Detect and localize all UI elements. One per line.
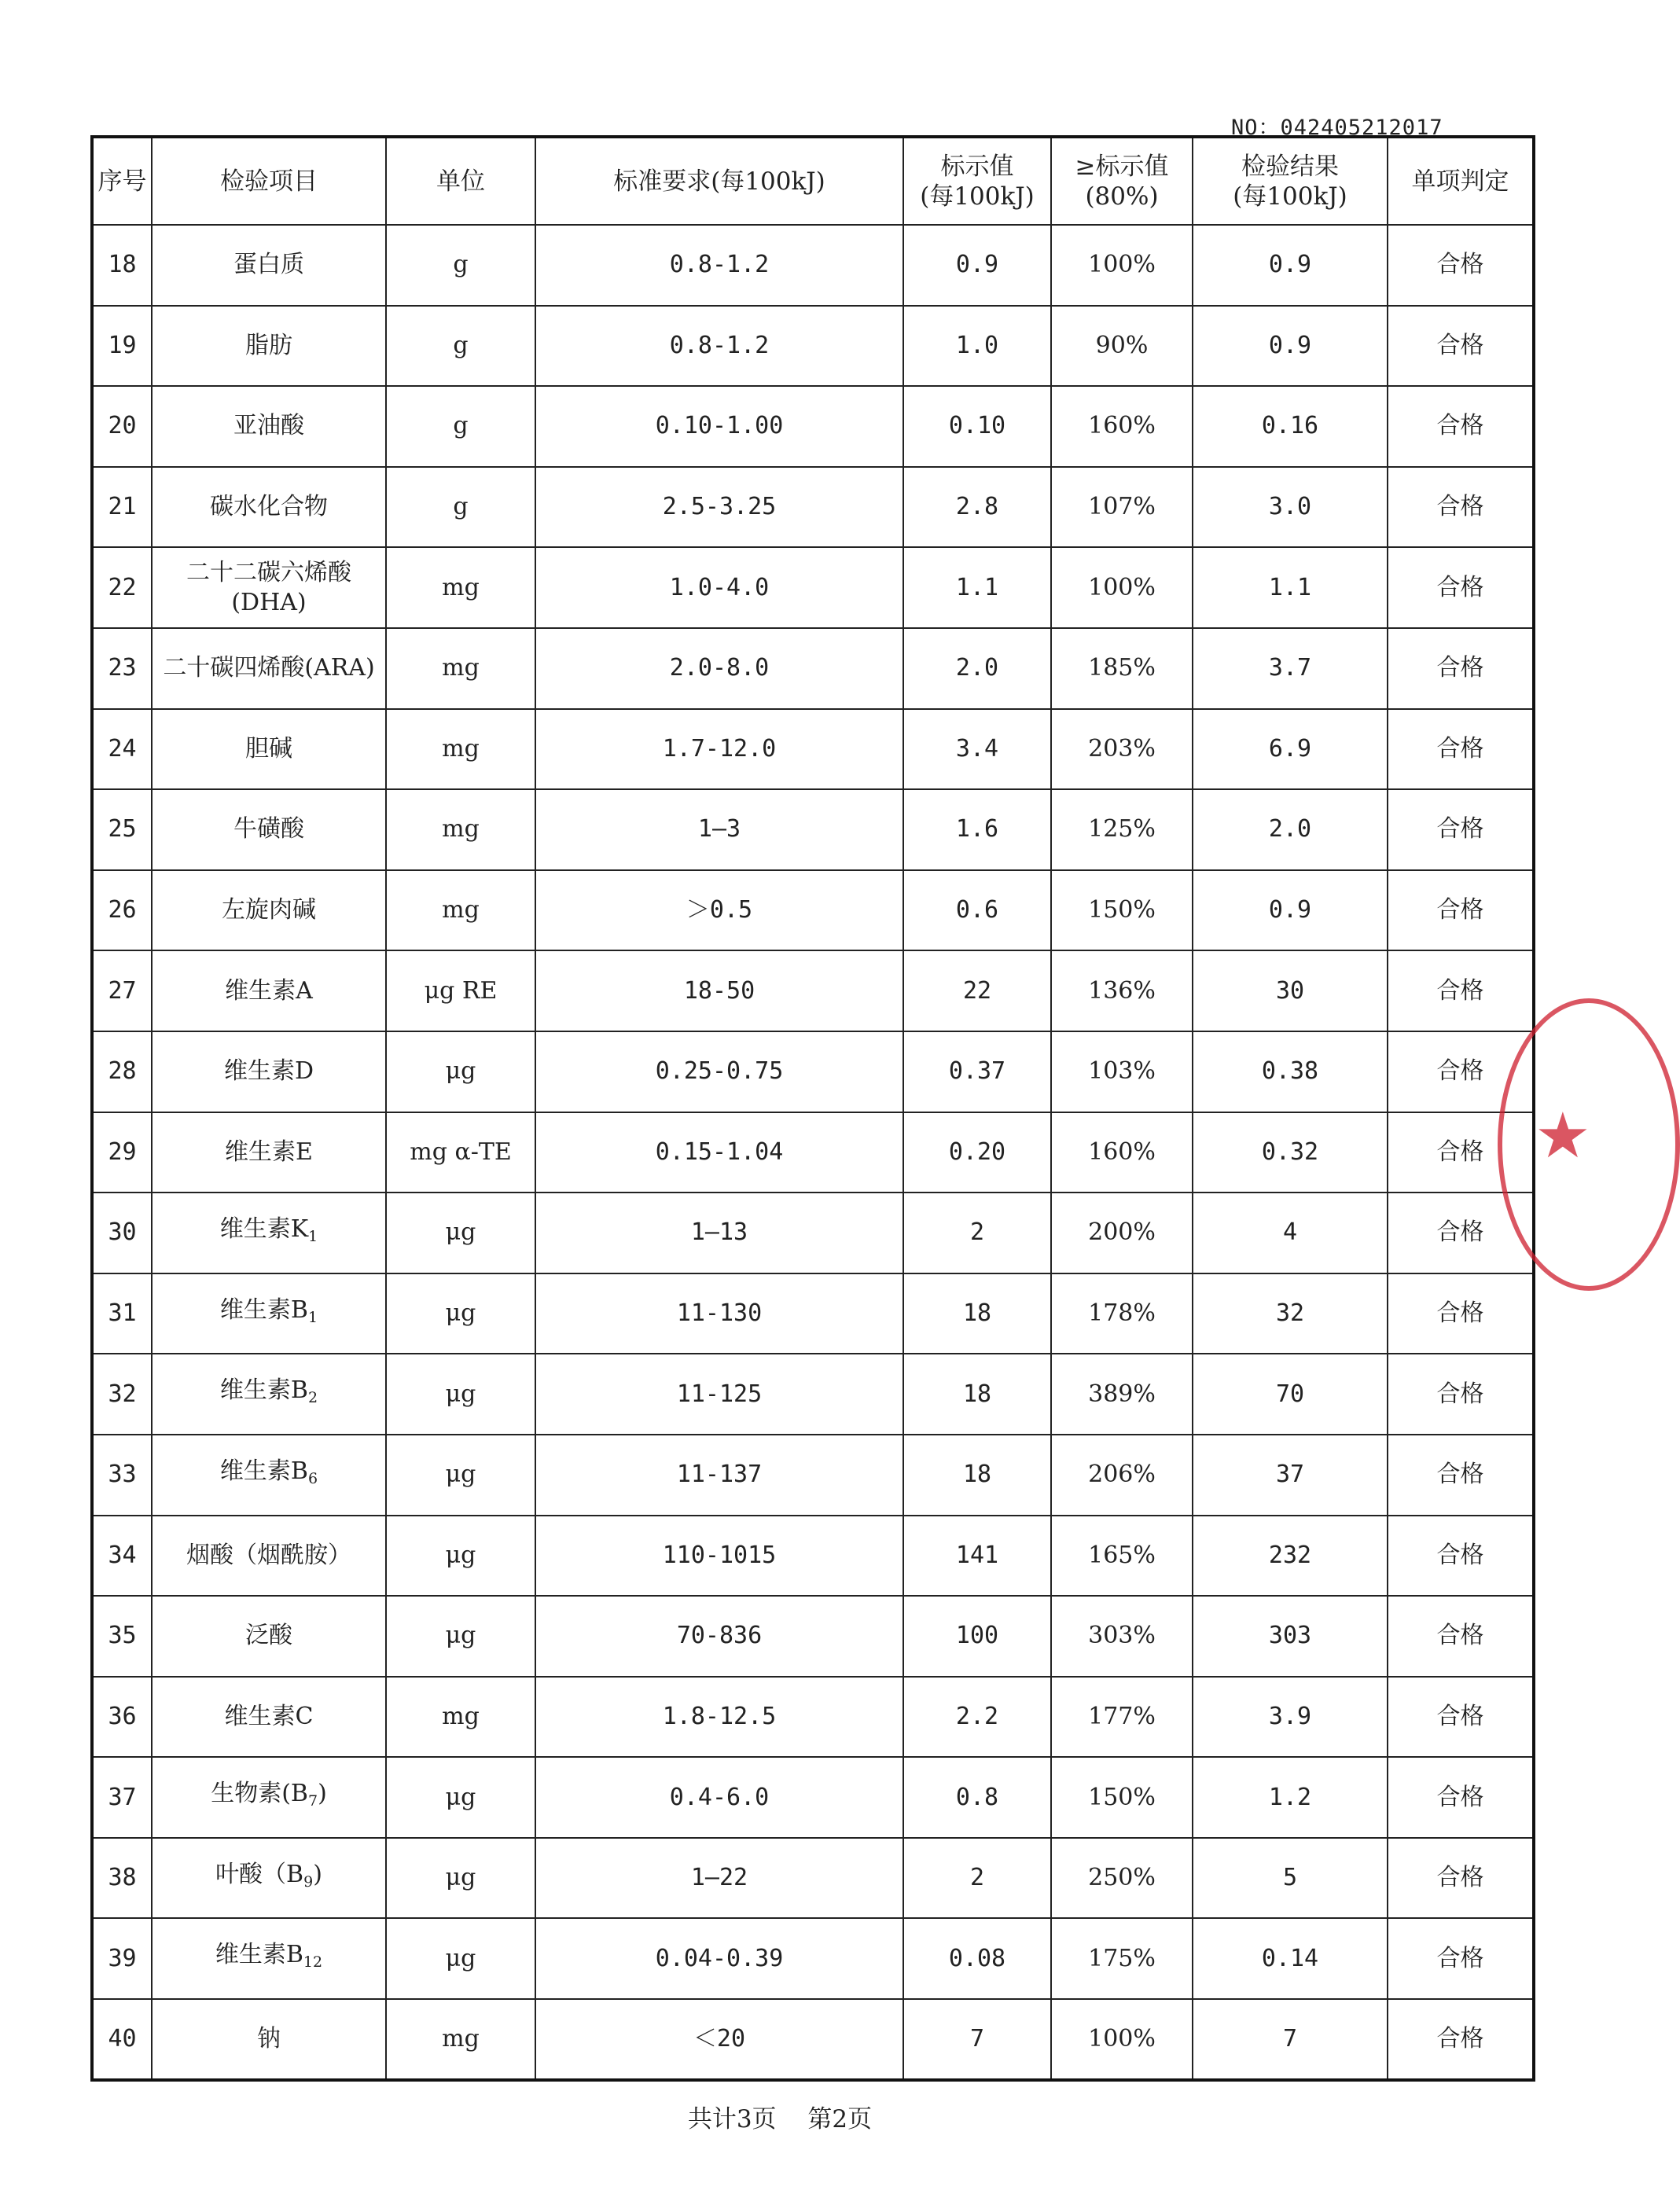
cell-judgement: 合格	[1388, 950, 1534, 1031]
table-row	[92, 628, 1534, 709]
cell-standard: 11-125	[535, 1354, 903, 1435]
cell-unit: μg	[386, 1596, 535, 1677]
table-row	[92, 1999, 1534, 2080]
item-name: 二十碳四烯酸(ARA)	[163, 654, 375, 682]
item-subscript: 12	[303, 1953, 323, 1972]
cell-seq: 28	[92, 1031, 152, 1112]
cell-unit: mg	[386, 709, 535, 790]
cell-item	[152, 1273, 386, 1354]
cell-unit: mg	[386, 547, 535, 628]
cell-labeled-value: 22	[903, 950, 1051, 1031]
seal-star-icon: ★	[1535, 1099, 1591, 1172]
cell-standard: 1.7-12.0	[535, 709, 903, 790]
item-name: 胆碱	[245, 734, 292, 763]
footer-current-page: 第2页	[807, 2105, 873, 2133]
item-name: 维生素B	[219, 1457, 308, 1485]
cell-item	[152, 225, 386, 306]
cell-ratio: 90%	[1051, 306, 1193, 387]
cell-standard: 0.04-0.39	[535, 1918, 903, 1999]
cell-unit: μg	[386, 1516, 535, 1597]
cell-standard: 0.4-6.0	[535, 1757, 903, 1838]
item-name: 维生素A	[225, 976, 313, 1005]
header-labeled-line1: 标示值	[940, 152, 1014, 181]
cell-judgement: 合格	[1388, 1112, 1534, 1193]
cell-standard: 2.5-3.25	[535, 467, 903, 548]
cell-result: 1.2	[1193, 1757, 1388, 1838]
cell-labeled-value: 18	[903, 1273, 1051, 1354]
cell-unit: g	[386, 386, 535, 467]
table-row	[92, 547, 1534, 628]
cell-labeled-value: 141	[903, 1516, 1051, 1597]
item-name-line2: (DHA)	[231, 588, 307, 616]
table-row	[92, 1354, 1534, 1435]
cell-seq: 21	[92, 467, 152, 548]
cell-seq: 36	[92, 1677, 152, 1758]
cell-result: 5	[1193, 1838, 1388, 1919]
cell-ratio: 125%	[1051, 789, 1193, 870]
cell-standard: 0.10-1.00	[535, 386, 903, 467]
cell-item	[152, 789, 386, 870]
page-footer	[0, 2099, 1560, 2134]
cell-judgement: 合格	[1388, 1516, 1534, 1597]
cell-ratio: 200%	[1051, 1193, 1193, 1273]
item-subscript: 1	[308, 1227, 318, 1245]
cell-result: 6.9	[1193, 709, 1388, 790]
cell-result: 1.1	[1193, 547, 1388, 628]
cell-unit: μg	[386, 1031, 535, 1112]
cell-seq: 35	[92, 1596, 152, 1677]
item-name: 维生素D	[223, 1057, 314, 1086]
cell-item	[152, 1677, 386, 1758]
cell-item	[152, 1918, 386, 1999]
cell-item	[152, 467, 386, 548]
cell-seq: 23	[92, 628, 152, 709]
cell-labeled-value: 0.8	[903, 1757, 1051, 1838]
cell-result: 0.16	[1193, 386, 1388, 467]
cell-item	[152, 1757, 386, 1838]
header-item: 检验项目	[152, 137, 386, 225]
cell-unit: mg	[386, 870, 535, 951]
cell-ratio: 250%	[1051, 1838, 1193, 1919]
header-ratio	[1051, 137, 1193, 225]
table-row	[92, 1516, 1534, 1597]
cell-ratio: 100%	[1051, 225, 1193, 306]
cell-judgement: 合格	[1388, 1031, 1534, 1112]
cell-judgement: 合格	[1388, 1193, 1534, 1273]
cell-labeled-value: 1.1	[903, 547, 1051, 628]
cell-ratio: 389%	[1051, 1354, 1193, 1435]
cell-judgement: 合格	[1388, 225, 1534, 306]
cell-ratio: 206%	[1051, 1435, 1193, 1516]
cell-labeled-value: 18	[903, 1435, 1051, 1516]
item-name: 维生素C	[224, 1702, 314, 1730]
table-row	[92, 950, 1534, 1031]
cell-labeled-value: 0.37	[903, 1031, 1051, 1112]
cell-seq: 22	[92, 547, 152, 628]
header-result	[1193, 137, 1388, 225]
cell-seq: 33	[92, 1435, 152, 1516]
cell-seq: 40	[92, 1999, 152, 2080]
cell-ratio: 107%	[1051, 467, 1193, 548]
cell-ratio: 103%	[1051, 1031, 1193, 1112]
cell-seq: 29	[92, 1112, 152, 1193]
cell-item	[152, 709, 386, 790]
cell-result: 0.9	[1193, 870, 1388, 951]
cell-labeled-value: 0.6	[903, 870, 1051, 951]
table-row	[92, 709, 1534, 790]
item-name: 脂肪	[245, 331, 292, 359]
table-row	[92, 870, 1534, 951]
cell-result: 0.32	[1193, 1112, 1388, 1193]
header-standard: 标准要求(每100kJ)	[535, 137, 903, 225]
cell-labeled-value: 7	[903, 1999, 1051, 2080]
cell-result: 32	[1193, 1273, 1388, 1354]
item-name: 左旋肉碱	[222, 896, 316, 924]
cell-ratio: 303%	[1051, 1596, 1193, 1677]
item-name: 维生素B	[219, 1376, 308, 1405]
item-name: 生物素(B	[211, 1780, 308, 1808]
cell-result: 7	[1193, 1999, 1388, 2080]
cell-result: 70	[1193, 1354, 1388, 1435]
cell-unit: μg	[386, 1193, 535, 1273]
cell-result: 232	[1193, 1516, 1388, 1597]
cell-judgement: 合格	[1388, 386, 1534, 467]
cell-labeled-value: 2	[903, 1193, 1051, 1273]
cell-labeled-value: 2.8	[903, 467, 1051, 548]
table-row	[92, 1435, 1534, 1516]
table-row	[92, 467, 1534, 548]
cell-ratio: 165%	[1051, 1516, 1193, 1597]
cell-item	[152, 306, 386, 387]
item-subscript: 2	[307, 1389, 318, 1407]
cell-seq: 26	[92, 870, 152, 951]
cell-judgement: 合格	[1388, 870, 1534, 951]
cell-ratio: 177%	[1051, 1677, 1193, 1758]
cell-seq: 37	[92, 1757, 152, 1838]
cell-ratio: 100%	[1051, 1999, 1193, 2080]
cell-judgement: 合格	[1388, 306, 1534, 387]
cell-judgement: 合格	[1388, 709, 1534, 790]
item-name: 维生素E	[225, 1137, 313, 1166]
cell-judgement: 合格	[1388, 467, 1534, 548]
cell-labeled-value: 2.0	[903, 628, 1051, 709]
cell-ratio: 136%	[1051, 950, 1193, 1031]
cell-standard: 11-137	[535, 1435, 903, 1516]
cell-judgement: 合格	[1388, 1918, 1534, 1999]
item-name: 维生素B	[215, 1941, 303, 1969]
cell-labeled-value: 2.2	[903, 1677, 1051, 1758]
cell-item	[152, 1435, 386, 1516]
header-unit: 单位	[386, 137, 535, 225]
cell-labeled-value: 100	[903, 1596, 1051, 1677]
cell-item	[152, 1516, 386, 1597]
cell-seq: 19	[92, 306, 152, 387]
table-body	[92, 225, 1534, 2080]
cell-standard: 1—13	[535, 1193, 903, 1273]
cell-seq: 39	[92, 1918, 152, 1999]
cell-result: 4	[1193, 1193, 1388, 1273]
table-row	[92, 1677, 1534, 1758]
cell-result: 0.9	[1193, 225, 1388, 306]
table-row	[92, 789, 1534, 870]
cell-unit: g	[386, 306, 535, 387]
cell-judgement: 合格	[1388, 1354, 1534, 1435]
cell-result: 0.14	[1193, 1918, 1388, 1999]
cell-result: 3.7	[1193, 628, 1388, 709]
cell-standard: 70-836	[535, 1596, 903, 1677]
item-suffix: )	[318, 1780, 327, 1808]
report-number: NO：042405212017	[1231, 116, 1443, 140]
header-seq: 序号	[92, 137, 152, 225]
cell-unit: μg	[386, 1838, 535, 1919]
cell-ratio: 185%	[1051, 628, 1193, 709]
item-name: 维生素B	[219, 1295, 308, 1324]
table-row	[92, 1193, 1534, 1273]
cell-item	[152, 386, 386, 467]
footer-total-pages: 共计3页	[687, 2105, 777, 2133]
cell-item	[152, 1193, 386, 1273]
table-row	[92, 1838, 1534, 1919]
cell-item	[152, 1354, 386, 1435]
cell-seq: 18	[92, 225, 152, 306]
cell-judgement: 合格	[1388, 1435, 1534, 1516]
cell-ratio: 178%	[1051, 1273, 1193, 1354]
header-labeled-line2: (每100kJ)	[920, 182, 1035, 211]
cell-item	[152, 1999, 386, 2080]
table-row	[92, 225, 1534, 306]
cell-item	[152, 870, 386, 951]
cell-labeled-value: 1.6	[903, 789, 1051, 870]
cell-seq: 25	[92, 789, 152, 870]
cell-unit: mg	[386, 1999, 535, 2080]
item-name: 钠	[257, 2024, 281, 2052]
cell-unit: μg	[386, 1354, 535, 1435]
cell-ratio: 100%	[1051, 547, 1193, 628]
inspection-results-table	[90, 135, 1535, 2082]
cell-labeled-value: 3.4	[903, 709, 1051, 790]
item-subscript: 6	[307, 1469, 318, 1487]
table-row	[92, 1596, 1534, 1677]
cell-standard: 18-50	[535, 950, 903, 1031]
cell-judgement: 合格	[1388, 1757, 1534, 1838]
table-row	[92, 1273, 1534, 1354]
cell-standard: 0.8-1.2	[535, 225, 903, 306]
cell-result: 0.38	[1193, 1031, 1388, 1112]
item-name: 碳水化合物	[210, 493, 328, 521]
cell-seq: 34	[92, 1516, 152, 1597]
cell-labeled-value: 2	[903, 1838, 1051, 1919]
cell-unit: μg	[386, 1918, 535, 1999]
cell-labeled-value: 18	[903, 1354, 1051, 1435]
cell-judgement: 合格	[1388, 789, 1534, 870]
cell-labeled-value: 0.10	[903, 386, 1051, 467]
table-header-row	[92, 137, 1534, 225]
cell-standard: 1.0-4.0	[535, 547, 903, 628]
cell-ratio: 160%	[1051, 386, 1193, 467]
cell-result: 303	[1193, 1596, 1388, 1677]
cell-item	[152, 547, 386, 628]
cell-result: 37	[1193, 1435, 1388, 1516]
header-result-line1: 检验结果	[1241, 152, 1339, 181]
cell-unit: μg	[386, 1757, 535, 1838]
header-ratio-line1: ≥标示值	[1075, 152, 1169, 181]
cell-item	[152, 1031, 386, 1112]
item-name: 牛磺酸	[233, 815, 304, 843]
item-suffix: )	[313, 1860, 322, 1888]
table-row	[92, 1757, 1534, 1838]
cell-unit: mg	[386, 628, 535, 709]
cell-judgement: 合格	[1388, 1838, 1534, 1919]
cell-seq: 31	[92, 1273, 152, 1354]
cell-seq: 20	[92, 386, 152, 467]
header-labeled-value	[903, 137, 1051, 225]
table-row	[92, 1918, 1534, 1999]
cell-ratio: 150%	[1051, 1757, 1193, 1838]
cell-unit: g	[386, 225, 535, 306]
cell-standard: 1—22	[535, 1838, 903, 1919]
cell-standard: 0.25-0.75	[535, 1031, 903, 1112]
cell-seq: 27	[92, 950, 152, 1031]
item-name: 维生素K	[219, 1215, 309, 1243]
cell-ratio: 150%	[1051, 870, 1193, 951]
cell-seq: 38	[92, 1838, 152, 1919]
cell-seq: 24	[92, 709, 152, 790]
item-name: 蛋白质	[233, 251, 304, 279]
item-name: 叶酸（B	[215, 1860, 304, 1888]
cell-standard: 0.15-1.04	[535, 1112, 903, 1193]
cell-standard: 2.0-8.0	[535, 628, 903, 709]
cell-judgement: 合格	[1388, 1999, 1534, 2080]
table-row	[92, 306, 1534, 387]
cell-seq: 32	[92, 1354, 152, 1435]
item-name: 亚油酸	[233, 412, 304, 440]
cell-result: 0.9	[1193, 306, 1388, 387]
cell-unit: g	[386, 467, 535, 548]
cell-unit: mg α-TE	[386, 1112, 535, 1193]
cell-labeled-value: 0.20	[903, 1112, 1051, 1193]
cell-labeled-value: 1.0	[903, 306, 1051, 387]
table-row	[92, 1112, 1534, 1193]
item-subscript: 1	[307, 1308, 318, 1326]
cell-judgement: 合格	[1388, 1273, 1534, 1354]
cell-item	[152, 950, 386, 1031]
cell-ratio: 203%	[1051, 709, 1193, 790]
cell-standard: 0.8-1.2	[535, 306, 903, 387]
item-name: 烟酸（烟酰胺）	[186, 1541, 351, 1569]
cell-ratio: 160%	[1051, 1112, 1193, 1193]
cell-standard: 110-1015	[535, 1516, 903, 1597]
item-name: 二十二碳六烯酸	[186, 558, 351, 586]
cell-result: 2.0	[1193, 789, 1388, 870]
table-row	[92, 386, 1534, 467]
cell-unit: μg	[386, 1273, 535, 1354]
header-ratio-line2: (80%)	[1085, 182, 1159, 211]
cell-labeled-value: 0.08	[903, 1918, 1051, 1999]
item-name: 泛酸	[245, 1622, 292, 1650]
cell-item	[152, 1596, 386, 1677]
cell-unit: μg RE	[386, 950, 535, 1031]
header-result-line2: (每100kJ)	[1233, 182, 1347, 211]
cell-ratio: 175%	[1051, 1918, 1193, 1999]
cell-judgement: 合格	[1388, 1596, 1534, 1677]
header-judgement: 单项判定	[1388, 137, 1534, 225]
cell-unit: μg	[386, 1435, 535, 1516]
cell-result: 3.9	[1193, 1677, 1388, 1758]
item-subscript: 7	[307, 1792, 318, 1810]
table-row	[92, 1031, 1534, 1112]
cell-standard: ＜20	[535, 1999, 903, 2080]
cell-result: 3.0	[1193, 467, 1388, 548]
cell-labeled-value: 0.9	[903, 225, 1051, 306]
cell-standard: 11-130	[535, 1273, 903, 1354]
cell-judgement: 合格	[1388, 547, 1534, 628]
cell-result: 30	[1193, 950, 1388, 1031]
cell-judgement: 合格	[1388, 628, 1534, 709]
cell-standard: ＞0.5	[535, 870, 903, 951]
cell-unit: mg	[386, 789, 535, 870]
cell-seq: 30	[92, 1193, 152, 1273]
cell-item	[152, 1838, 386, 1919]
cell-unit: mg	[386, 1677, 535, 1758]
cell-item	[152, 628, 386, 709]
cell-item	[152, 1112, 386, 1193]
cell-standard: 1—3	[535, 789, 903, 870]
cell-judgement: 合格	[1388, 1677, 1534, 1758]
item-subscript: 9	[303, 1872, 314, 1891]
cell-standard: 1.8-12.5	[535, 1677, 903, 1758]
